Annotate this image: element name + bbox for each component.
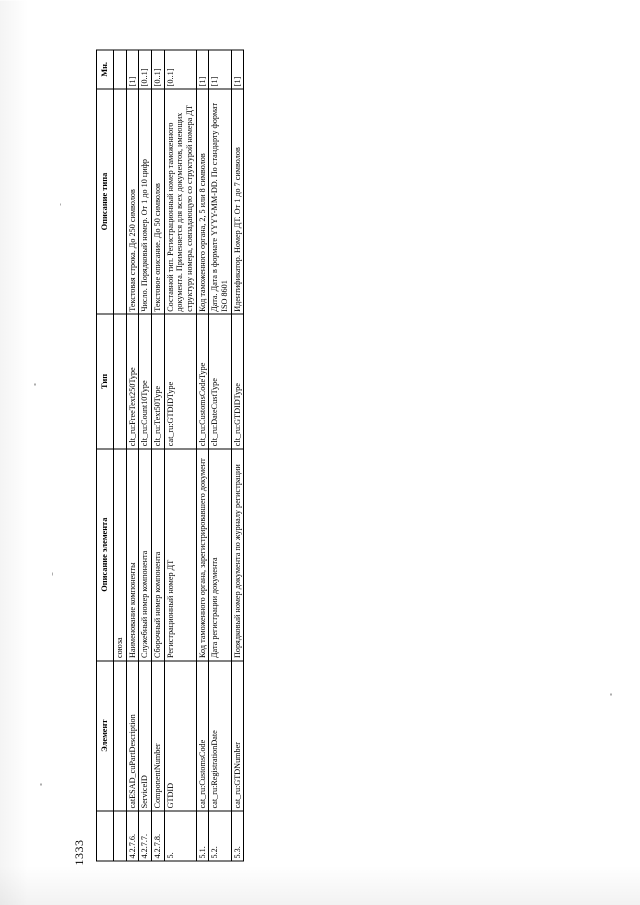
scan-speck bbox=[34, 383, 36, 385]
scan-speck bbox=[40, 783, 42, 785]
cell-number: 5.3. bbox=[231, 810, 244, 860]
cell-type-description: Код таможенного органа, 2, 5 или 8 символов bbox=[196, 88, 209, 314]
cell-element-description: Служебный номер компонента bbox=[139, 448, 152, 660]
cell-element-description: Порядковый номер документа по журналу регистрации bbox=[231, 448, 244, 660]
cell-type-description: Текстовое описание. До 50 символов bbox=[152, 88, 165, 314]
column-header-type-description: Описание типа bbox=[97, 88, 114, 314]
cell-element-description: Дата регистрации документа bbox=[209, 448, 231, 660]
cell-element-description: Сборочный номер компонента bbox=[152, 448, 165, 660]
cell-element-description: союза bbox=[114, 448, 127, 660]
scan-edge-shadow-top bbox=[0, 0, 28, 905]
cell-type: clt_ru:DateCustType bbox=[209, 314, 231, 448]
scan-edge-shadow-left bbox=[0, 865, 640, 905]
scan-speck bbox=[610, 693, 612, 695]
cell-number: 5.2. bbox=[209, 810, 231, 860]
column-header-multiplicity: Мн. bbox=[97, 50, 114, 89]
cell-multiplicity: [0..1] bbox=[164, 50, 196, 89]
specification-table bbox=[96, 49, 244, 861]
column-header-type: Тип bbox=[97, 314, 114, 448]
cell-element-description: Наименование компоненты bbox=[126, 448, 139, 660]
cell-multiplicity: [0..1] bbox=[152, 50, 165, 89]
column-header-number bbox=[97, 810, 114, 860]
table-row bbox=[114, 50, 127, 861]
cell-number: 4.2.7.7. bbox=[139, 810, 152, 860]
cell-element: cat_ru:RegistrationDate bbox=[209, 660, 231, 810]
cell-element: cat_ru:CustomsCode bbox=[196, 660, 209, 810]
cell-type: clt_ru:CustomsCodeType bbox=[196, 314, 209, 448]
cell-multiplicity: [1] bbox=[209, 50, 231, 89]
cell-type-description: Идентификатор. Номер ДТ. От 1 до 7 символов bbox=[231, 88, 244, 314]
column-header-element-description: Описание элемента bbox=[97, 448, 114, 660]
cell-element: cat_ru:GTDNumber bbox=[231, 660, 244, 810]
cell-number bbox=[114, 810, 127, 860]
cell-element bbox=[114, 660, 127, 810]
cell-type: cat_ru:GTDIDType bbox=[164, 314, 196, 448]
cell-type: clt_ru:GTDIDType bbox=[231, 314, 244, 448]
table-row bbox=[196, 50, 209, 861]
scan-speck bbox=[52, 572, 53, 575]
cell-element: ServiceID bbox=[139, 660, 152, 810]
table-row bbox=[164, 50, 196, 861]
cell-type: clt_ru:Text50Type bbox=[152, 314, 165, 448]
cell-number: 5.1. bbox=[196, 810, 209, 860]
page-number: 1333 bbox=[72, 839, 86, 865]
cell-type-description: Число. Порядковый номер. От 1 до 10 цифр bbox=[139, 88, 152, 314]
cell-element: ComponentNumber bbox=[152, 660, 165, 810]
cell-element-description: Код таможенного органа, зарегистрировавшего документ bbox=[196, 448, 209, 660]
cell-number: 4.2.7.8. bbox=[152, 810, 165, 860]
table-row bbox=[139, 50, 152, 861]
table-header-row bbox=[97, 50, 114, 861]
cell-type-description: Текстовая строка. До 250 символов bbox=[126, 88, 139, 314]
cell-element: GTDID bbox=[164, 660, 196, 810]
cell-type: clt_ru:Count10Type bbox=[139, 314, 152, 448]
cell-multiplicity: [1] bbox=[196, 50, 209, 89]
cell-type: clt_ru:FreeText250Type bbox=[126, 314, 139, 448]
table-row bbox=[126, 50, 139, 861]
cell-multiplicity: [0..1] bbox=[139, 50, 152, 89]
cell-type-description: Дата. Дата в формате YYYY-MM-DD. По стандарту формат ISO 8601 bbox=[209, 88, 231, 314]
table-row bbox=[231, 50, 244, 861]
cell-type bbox=[114, 314, 127, 448]
cell-multiplicity: [1] bbox=[126, 50, 139, 89]
cell-type-description: Составной тип. Регистрационный номер таможенного документа. Применяется для всех документов, имеющих структуру номера, совпадающую со структурой номера ДТ bbox=[164, 88, 196, 314]
cell-multiplicity: [1] bbox=[231, 50, 244, 89]
cell-number: 5. bbox=[164, 810, 196, 860]
cell-multiplicity bbox=[114, 50, 127, 89]
cell-element-description: Регистрационный номер ДТ bbox=[164, 448, 196, 660]
scan-speck bbox=[60, 203, 61, 205]
cell-number: 4.2.7.6. bbox=[126, 810, 139, 860]
table-row bbox=[209, 50, 231, 861]
cell-type-description bbox=[114, 88, 127, 314]
table-row bbox=[152, 50, 165, 861]
cell-element: catESAD_cuPartDescription bbox=[126, 660, 139, 810]
column-header-element: Элемент bbox=[97, 660, 114, 810]
